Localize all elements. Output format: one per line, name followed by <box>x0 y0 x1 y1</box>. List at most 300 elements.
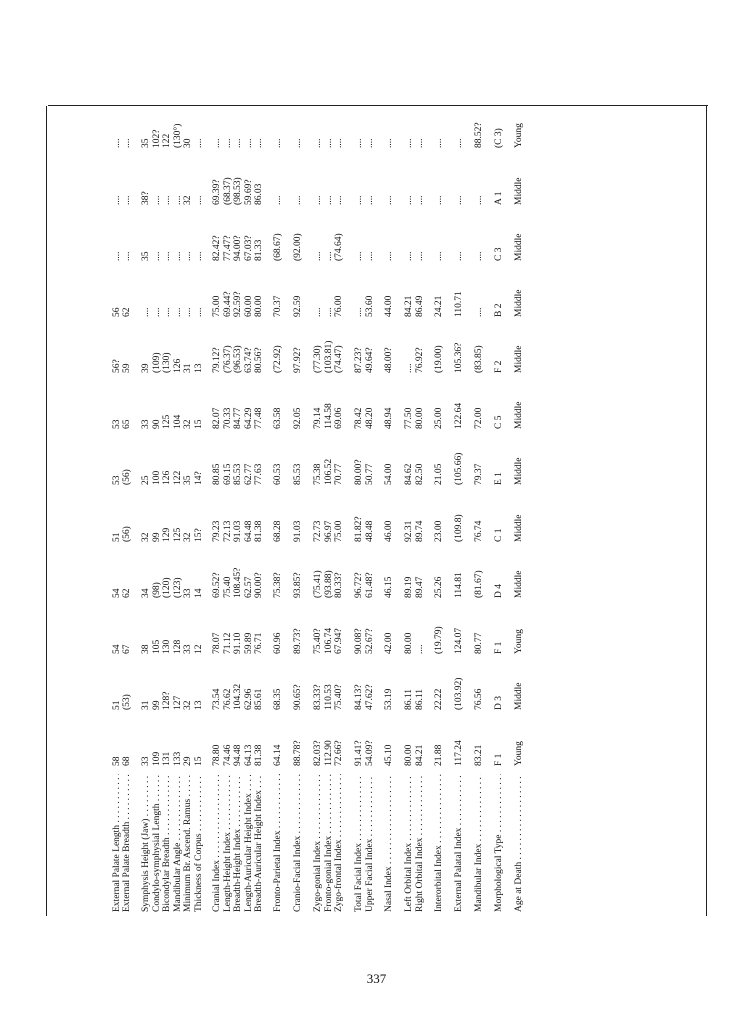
table-cell: (74.64) <box>334 233 344 261</box>
table-cell: 76.71 <box>254 632 264 654</box>
table-cell: 15? <box>193 528 204 542</box>
table-cell: (C 3) <box>494 128 504 148</box>
table-cell: 32 <box>141 532 151 542</box>
table-cell: 13 <box>193 363 204 373</box>
table-cell: 131 <box>162 751 172 766</box>
table-cell: 75.38 <box>313 463 323 485</box>
table-cell: .... <box>183 307 193 317</box>
table-cell: .... <box>151 251 162 261</box>
table-cell: F 1 <box>494 641 504 654</box>
table-cell: 31 <box>141 700 151 710</box>
row-label: Breadth-Height Index . . . <box>233 774 244 912</box>
table-bottom-rule <box>706 106 707 916</box>
table-cell: D 3 <box>494 696 504 710</box>
table-cell: 64.48 <box>243 520 254 542</box>
table-cell: 52.67? <box>364 628 375 654</box>
table-cell: 68.28 <box>273 520 283 542</box>
table-cell: .... <box>112 195 122 205</box>
table-cell: 122 <box>162 133 172 148</box>
table-cell: 91.10 <box>233 632 243 654</box>
row-label: Zygo-frontal Index . . . <box>334 774 345 912</box>
table-cell: 51 <box>112 532 122 542</box>
table-cell: (109.8) <box>454 514 464 542</box>
table-cell: 86.49 <box>414 295 425 317</box>
table-cell: .... <box>454 195 464 205</box>
row-label: Mandibular Angle . . . <box>173 774 184 912</box>
table-cell: 53 <box>112 419 122 429</box>
table-cell: 29 <box>183 756 193 766</box>
table-cell: .... <box>141 307 151 317</box>
table-cell: 32 <box>183 419 193 429</box>
table-cell: 80.56? <box>254 347 264 373</box>
table-cell: .... <box>293 138 303 148</box>
table-cell: 81.82? <box>354 516 364 542</box>
table-cell: 86.03 <box>254 183 264 205</box>
table-cell: 84.62 <box>404 463 414 485</box>
table-cell: .... <box>454 138 464 148</box>
table-cell: 75.40 <box>222 576 233 598</box>
table-cell: 82.03? <box>313 740 323 766</box>
table-cell: 87.23? <box>354 347 364 373</box>
table-cell: Middle <box>514 345 524 373</box>
table-cell: .... <box>354 138 364 148</box>
table-cell: 96.72? <box>354 572 364 598</box>
table-cell: 47.62? <box>364 684 375 710</box>
table-cell: 92.59? <box>233 291 243 317</box>
table-cell: 42.00 <box>384 632 394 654</box>
table-cell: 79.23 <box>212 520 222 542</box>
table-cell: .... <box>404 363 414 373</box>
table-cell: (105.66) <box>454 452 464 485</box>
page-number: 337 <box>366 971 387 986</box>
table-cell: 24.21 <box>434 295 444 317</box>
table-cell: 75.38? <box>273 572 283 598</box>
table-cell: .... <box>151 195 162 205</box>
table-cell: .... <box>354 251 364 261</box>
table-cell: 93.85? <box>293 572 303 598</box>
table-cell: 51 <box>112 700 122 710</box>
table-cell: 56 <box>112 307 122 317</box>
table-cell: .... <box>162 195 172 205</box>
table-cell: .... <box>313 251 323 261</box>
table-cell: (56) <box>122 469 132 485</box>
table-cell: 70.77 <box>334 463 344 485</box>
row-label: Total Facial Index . . . <box>354 774 365 912</box>
table-cell: Middle <box>514 401 524 429</box>
table-cell: 100 <box>151 470 162 485</box>
table-cell: 91.03 <box>293 520 303 542</box>
table-cell: 54 <box>112 588 122 598</box>
table-cell: .... <box>474 251 484 261</box>
table-cell: 48.00? <box>384 347 394 373</box>
table-cell: 85.61 <box>254 688 264 710</box>
table-cell: 64.14 <box>273 744 283 766</box>
table-cell: C 1 <box>494 528 504 542</box>
table-cell: 67.94? <box>334 628 344 654</box>
table-cell: 79.12? <box>212 347 222 373</box>
table-cell: 75.40? <box>313 628 323 654</box>
table-cell: 31 <box>183 363 193 373</box>
table-cell: 59 <box>122 363 132 373</box>
table-cell: .... <box>183 251 193 261</box>
table-cell: 75.00 <box>334 520 344 542</box>
table-cell: 106.74 <box>323 627 334 654</box>
table-cell: 76.62 <box>222 688 233 710</box>
table-cell: .... <box>323 138 334 148</box>
table-cell: 77.50 <box>404 407 414 429</box>
table-cell: 72.00 <box>474 407 484 429</box>
table-cell: .... <box>354 195 364 205</box>
table-cell: 92.59 <box>293 295 303 317</box>
row-label: Symphysis Height (Jaw) . . . <box>141 774 152 912</box>
table-cell: .... <box>323 251 334 261</box>
table-cell: 25 <box>141 475 151 485</box>
table-cell: (68.67) <box>273 233 283 261</box>
table-cell: 80.00? <box>354 459 364 485</box>
table-cell: 72.66? <box>334 740 344 766</box>
table-cell: .... <box>172 307 183 317</box>
table-cell: 84.21 <box>404 295 414 317</box>
table-cell: .... <box>323 195 334 205</box>
row-label: Mandibular Index . . . <box>474 774 485 912</box>
table-cell: 22.22 <box>434 688 444 710</box>
table-cell: 64.29 <box>243 407 254 429</box>
table-cell: 90 <box>151 419 162 429</box>
table-cell: 62.77 <box>243 463 254 485</box>
table-cell: 12 <box>193 644 204 654</box>
table-cell: E 1 <box>494 472 504 485</box>
table-cell: 129 <box>162 527 172 542</box>
table-cell: .... <box>313 195 323 205</box>
table-cell: 77.63 <box>254 463 264 485</box>
table-cell: 82.07 <box>212 407 222 429</box>
table-cell: 114.81 <box>454 572 464 598</box>
table-cell: (93.88) <box>323 570 334 598</box>
table-cell: 30 <box>183 138 193 148</box>
row-label: Left Orbital Index . . . <box>404 774 415 912</box>
table-cell: 70.37 <box>273 295 283 317</box>
table-cell: .... <box>384 138 394 148</box>
table-cell: 117.24 <box>454 740 464 766</box>
table-cell: 80.33? <box>334 572 344 598</box>
table-cell: Young <box>514 629 524 654</box>
table-cell: (19.00) <box>434 345 444 373</box>
table-cell: 128? <box>162 691 172 710</box>
table-cell: B 2 <box>494 303 504 317</box>
table-cell: 33 <box>183 588 193 598</box>
table-cell: 69.15 <box>222 463 233 485</box>
table-cell: 80.00 <box>414 407 425 429</box>
table-cell: 35 <box>183 475 193 485</box>
table-cell: .... <box>384 251 394 261</box>
table-cell: 67 <box>122 644 132 654</box>
table-cell: (98.53) <box>233 177 243 205</box>
table-cell: 81.33 <box>254 239 264 261</box>
row-label: Cranial Index . . . <box>212 774 223 912</box>
row-label: Fronto-Parietal Index . . . <box>273 774 284 912</box>
table-cell: 82.42? <box>212 235 222 261</box>
table-cell: 14? <box>193 471 204 485</box>
table-cell: 69.06 <box>334 407 344 429</box>
table-cell: (130°) <box>172 123 183 148</box>
table-top-rule <box>46 106 47 916</box>
table-cell: C 5 <box>494 415 504 429</box>
table-cell: Middle <box>514 514 524 542</box>
table-cell: (53) <box>122 694 132 710</box>
table-cell: 39 <box>141 363 151 373</box>
table-cell: 125 <box>162 414 172 429</box>
row-label: External Palate Breadth . . . <box>122 774 133 912</box>
table-cell: 86.11 <box>414 688 425 710</box>
table-cell: 65 <box>122 419 132 429</box>
table-cell: 34 <box>141 588 151 598</box>
table-cell: .... <box>404 251 414 261</box>
table-cell: 80.00 <box>404 632 414 654</box>
table-cell: 25.26 <box>434 576 444 598</box>
row-label: Breadth-Auricular Height Index . . . <box>254 774 265 912</box>
table-cell: 75.40? <box>334 684 344 710</box>
table-cell: 15 <box>193 756 204 766</box>
row-label: Upper Facial Index . . . <box>365 774 376 912</box>
table-cell: 99 <box>151 700 162 710</box>
table-cell: 48.20 <box>364 407 375 429</box>
table-cell: 83.33? <box>313 684 323 710</box>
table-cell: A 1 <box>494 191 504 205</box>
table-cell: .... <box>474 307 484 317</box>
table-cell: 110.71 <box>454 291 464 317</box>
table-cell: 108.45? <box>233 567 243 598</box>
table-cell: 77.47? <box>222 235 233 261</box>
table-cell: 122.64 <box>454 402 464 429</box>
table-cell: 68.35 <box>273 688 283 710</box>
table-cell: (123) <box>172 577 183 598</box>
table-cell: (19.79) <box>434 626 444 654</box>
table-cell: 106.52 <box>323 458 334 485</box>
table-cell: .... <box>273 138 283 148</box>
table-cell: 23.00 <box>434 520 444 542</box>
table-cell: (74.47) <box>334 345 344 373</box>
table-cell: (83.85) <box>474 345 484 373</box>
table-cell: Middle <box>514 233 524 261</box>
table-cell: 71.12 <box>222 632 233 654</box>
table-cell: .... <box>414 195 425 205</box>
table-cell: 76.00 <box>334 295 344 317</box>
table-cell: Middle <box>514 570 524 598</box>
table-cell: 75.00 <box>212 295 222 317</box>
table-cell: 35 <box>141 138 151 148</box>
table-cell: .... <box>162 307 172 317</box>
table-cell: 72.13 <box>222 520 233 542</box>
measurements-table <box>0 96 753 916</box>
table-cell: .... <box>193 138 204 148</box>
table-cell: 35 <box>141 251 151 261</box>
table-cell: .... <box>364 138 375 148</box>
table-cell: 25.00 <box>434 407 444 429</box>
table-cell: .... <box>112 138 122 148</box>
table-cell: 74.46 <box>222 744 233 766</box>
table-cell: .... <box>193 195 204 205</box>
row-label: Zygo-gonial Index . . . <box>313 774 324 912</box>
table-cell: (109) <box>151 352 162 373</box>
table-cell: 70.33 <box>222 407 233 429</box>
table-cell: 54 <box>112 644 122 654</box>
table-cell: 81.38 <box>254 744 264 766</box>
table-cell: .... <box>122 251 132 261</box>
table-cell: Middle <box>514 177 524 205</box>
table-cell: 133 <box>172 751 183 766</box>
table-cell: 33 <box>141 419 151 429</box>
table-cell: 104.32 <box>233 683 243 710</box>
table-cell: 33 <box>183 644 193 654</box>
table-cell: .... <box>172 251 183 261</box>
table-cell: .... <box>212 138 222 148</box>
table-cell: 86.11 <box>404 688 414 710</box>
table-cell: 76.56 <box>474 688 484 710</box>
table-cell: (81.67) <box>474 570 484 598</box>
table-cell: 94.48 <box>233 744 243 766</box>
table-cell: (98) <box>151 582 162 598</box>
table-cell: 88.78? <box>293 740 303 766</box>
table-cell: 125 <box>172 527 183 542</box>
table-cell: .... <box>434 251 444 261</box>
table-cell: (96.53) <box>233 345 243 373</box>
table-cell: 91.41? <box>354 740 364 766</box>
table-cell: 53.19 <box>384 688 394 710</box>
table-right-rule <box>48 105 708 106</box>
table-cell: Young <box>514 123 524 148</box>
table-cell: .... <box>151 307 162 317</box>
table-cell: 60.00 <box>243 295 254 317</box>
row-label: External Palate Length . . . <box>112 774 123 912</box>
table-cell: C 3 <box>494 247 504 261</box>
table-cell: 80.00 <box>404 744 414 766</box>
table-cell: (120) <box>162 577 172 598</box>
table-cell: .... <box>323 307 334 317</box>
table-cell: F 1 <box>494 753 504 766</box>
table-cell: 102? <box>151 129 162 148</box>
table-cell: 94.00? <box>233 235 243 261</box>
row-label: Length-Height Index . . . <box>223 774 234 912</box>
table-cell: 83.21 <box>474 744 484 766</box>
table-cell: 63.74? <box>243 347 254 373</box>
table-cell: 73.54 <box>212 688 222 710</box>
row-label: Interorbital Index . . . <box>434 774 445 912</box>
table-cell: .... <box>172 195 183 205</box>
table-cell: 84.13? <box>354 684 364 710</box>
table-cell: 76.74 <box>474 520 484 542</box>
table-cell: 124.07 <box>454 627 464 654</box>
table-cell: 89.47 <box>414 576 425 598</box>
table-cell: .... <box>122 138 132 148</box>
table-cell: 126 <box>162 470 172 485</box>
table-cell: 130 <box>162 639 172 654</box>
table-cell: 105 <box>151 639 162 654</box>
table-cell: 82.50 <box>414 463 425 485</box>
table-cell: 62.96 <box>243 688 254 710</box>
table-cell: 109 <box>151 751 162 766</box>
table-cell: 78.42 <box>354 407 364 429</box>
table-cell: 69.39? <box>212 179 222 205</box>
row-label: Morphological Type . . . <box>494 774 505 912</box>
table-cell: 92.05 <box>293 407 303 429</box>
table-cell: (77.30) <box>313 345 323 373</box>
table-cell: .... <box>414 251 425 261</box>
row-label: Cranio-Facial Index . . . <box>293 774 304 912</box>
table-cell: 89.74 <box>414 520 425 542</box>
table-cell: 89.19 <box>404 576 414 598</box>
table-cell: 46.00 <box>384 520 394 542</box>
row-label: Right Orbital Index . . . <box>415 774 426 912</box>
table-cell: .... <box>122 195 132 205</box>
table-cell: .... <box>273 195 283 205</box>
table-cell: (130) <box>162 352 172 373</box>
table-cell: (56) <box>122 526 132 542</box>
table-cell: (76.37) <box>222 345 233 373</box>
table-cell: 90.00? <box>254 572 264 598</box>
table-cell: 62.57 <box>243 576 254 598</box>
table-cell: 54.09? <box>364 740 375 766</box>
table-cell: .... <box>112 251 122 261</box>
table-cell: 38? <box>141 191 151 205</box>
table-cell: 64.13 <box>243 744 254 766</box>
table-cell: .... <box>414 644 425 654</box>
table-cell: 45.10 <box>384 744 394 766</box>
table-cell: 69.44? <box>222 291 233 317</box>
table-cell: (92.00) <box>293 233 303 261</box>
table-cell: .... <box>254 138 264 148</box>
table-cell: 32 <box>183 700 193 710</box>
table-cell: (103.81) <box>323 340 334 373</box>
table-cell: 62 <box>122 588 132 598</box>
table-cell: 127 <box>172 695 183 710</box>
table-cell: 126 <box>172 358 183 373</box>
table-cell: 48.48 <box>364 520 375 542</box>
table-cell: .... <box>313 307 323 317</box>
table-cell: 97.92? <box>293 347 303 373</box>
table-cell: .... <box>364 251 375 261</box>
table-cell: .... <box>193 307 204 317</box>
table-cell: 59.69? <box>243 179 254 205</box>
row-label: External Palatal Index . . . <box>454 774 465 912</box>
table-cell: .... <box>313 138 323 148</box>
table-cell: .... <box>434 195 444 205</box>
table-cell: .... <box>454 251 464 261</box>
table-cell: 14 <box>193 588 204 598</box>
table-cell: 50.77 <box>364 463 375 485</box>
table-cell: 46.15 <box>384 576 394 598</box>
row-label: Fronto-gonial Index . . . <box>324 774 335 912</box>
table-cell: 77.48 <box>254 407 264 429</box>
table-cell: 90.65? <box>293 684 303 710</box>
table-cell: Middle <box>514 682 524 710</box>
table-cell: (75.41) <box>313 570 323 598</box>
table-cell: F 2 <box>494 360 504 373</box>
table-cell: .... <box>233 138 243 148</box>
table-cell: 56? <box>112 359 122 373</box>
table-cell: (68.37) <box>222 177 233 205</box>
table-cell: 69.52? <box>212 572 222 598</box>
table-cell: 78.80 <box>212 744 222 766</box>
table-cell: 76.92? <box>414 347 425 373</box>
table-cell: 80.77 <box>474 632 484 654</box>
table-cell: 44.00 <box>384 295 394 317</box>
table-cell: 63.58 <box>273 407 283 429</box>
table-cell: 38 <box>141 644 151 654</box>
table-cell: 81.38 <box>254 520 264 542</box>
table-cell: 32 <box>183 532 193 542</box>
table-cell: 96.97 <box>323 520 334 542</box>
table-cell: 48.94 <box>384 407 394 429</box>
